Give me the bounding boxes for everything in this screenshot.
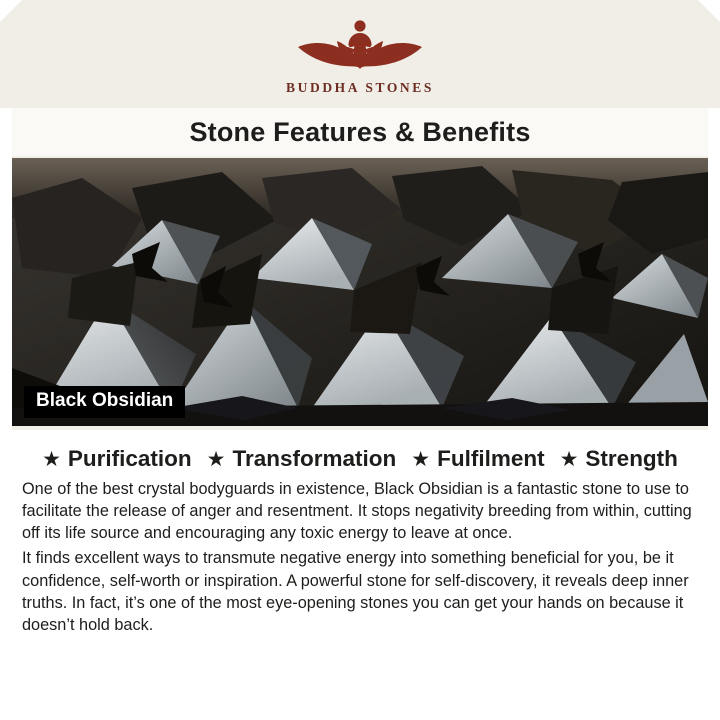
keyword-purification: Purification: [67, 446, 192, 471]
star-icon: ★: [206, 448, 226, 471]
margin-left: [0, 108, 12, 720]
star-icon: ★: [411, 448, 431, 471]
page-title: Stone Features & Benefits: [189, 116, 531, 147]
brand-name: BUDDHA STONES: [286, 80, 434, 95]
description-text: [12, 472, 708, 636]
keyword-list: [12, 430, 708, 472]
lotus-meditation-icon: [285, 14, 435, 76]
keyword-strength: Strength: [585, 446, 678, 471]
content-panel: [12, 430, 708, 708]
star-icon: ★: [42, 448, 61, 471]
image-caption: Black Obsidian: [24, 386, 185, 418]
keyword-transformation: Transformation: [232, 446, 397, 471]
hero-image: [12, 158, 708, 426]
margin-right: [708, 108, 720, 720]
title-bar: [12, 108, 708, 156]
brand-logo: [0, 14, 720, 96]
margin-bottom: [0, 708, 720, 720]
brand-header: [0, 0, 720, 112]
paragraph-1: One of the best crystal bodyguards in existence, Black Obsidian is a fantastic stone to use to facilitate the release of anger and resentment. It stops negativity breeding from within, cutting off its life source and encouraging any toxic energy to leave at once.: [22, 480, 692, 543]
star-icon: ★: [559, 448, 579, 471]
keyword-fulfilment: Fulfilment: [437, 446, 545, 471]
paragraph-2: It finds excellent ways to transmute negative energy into something beneficial for you, be it confidence, self-worth or inspiration. A powerful stone for self-discovery, it reveals deep inner truths. In fact, it’s one of the most eye-opening stones you can get your hands on because it doesn’t hold back.: [22, 549, 689, 634]
